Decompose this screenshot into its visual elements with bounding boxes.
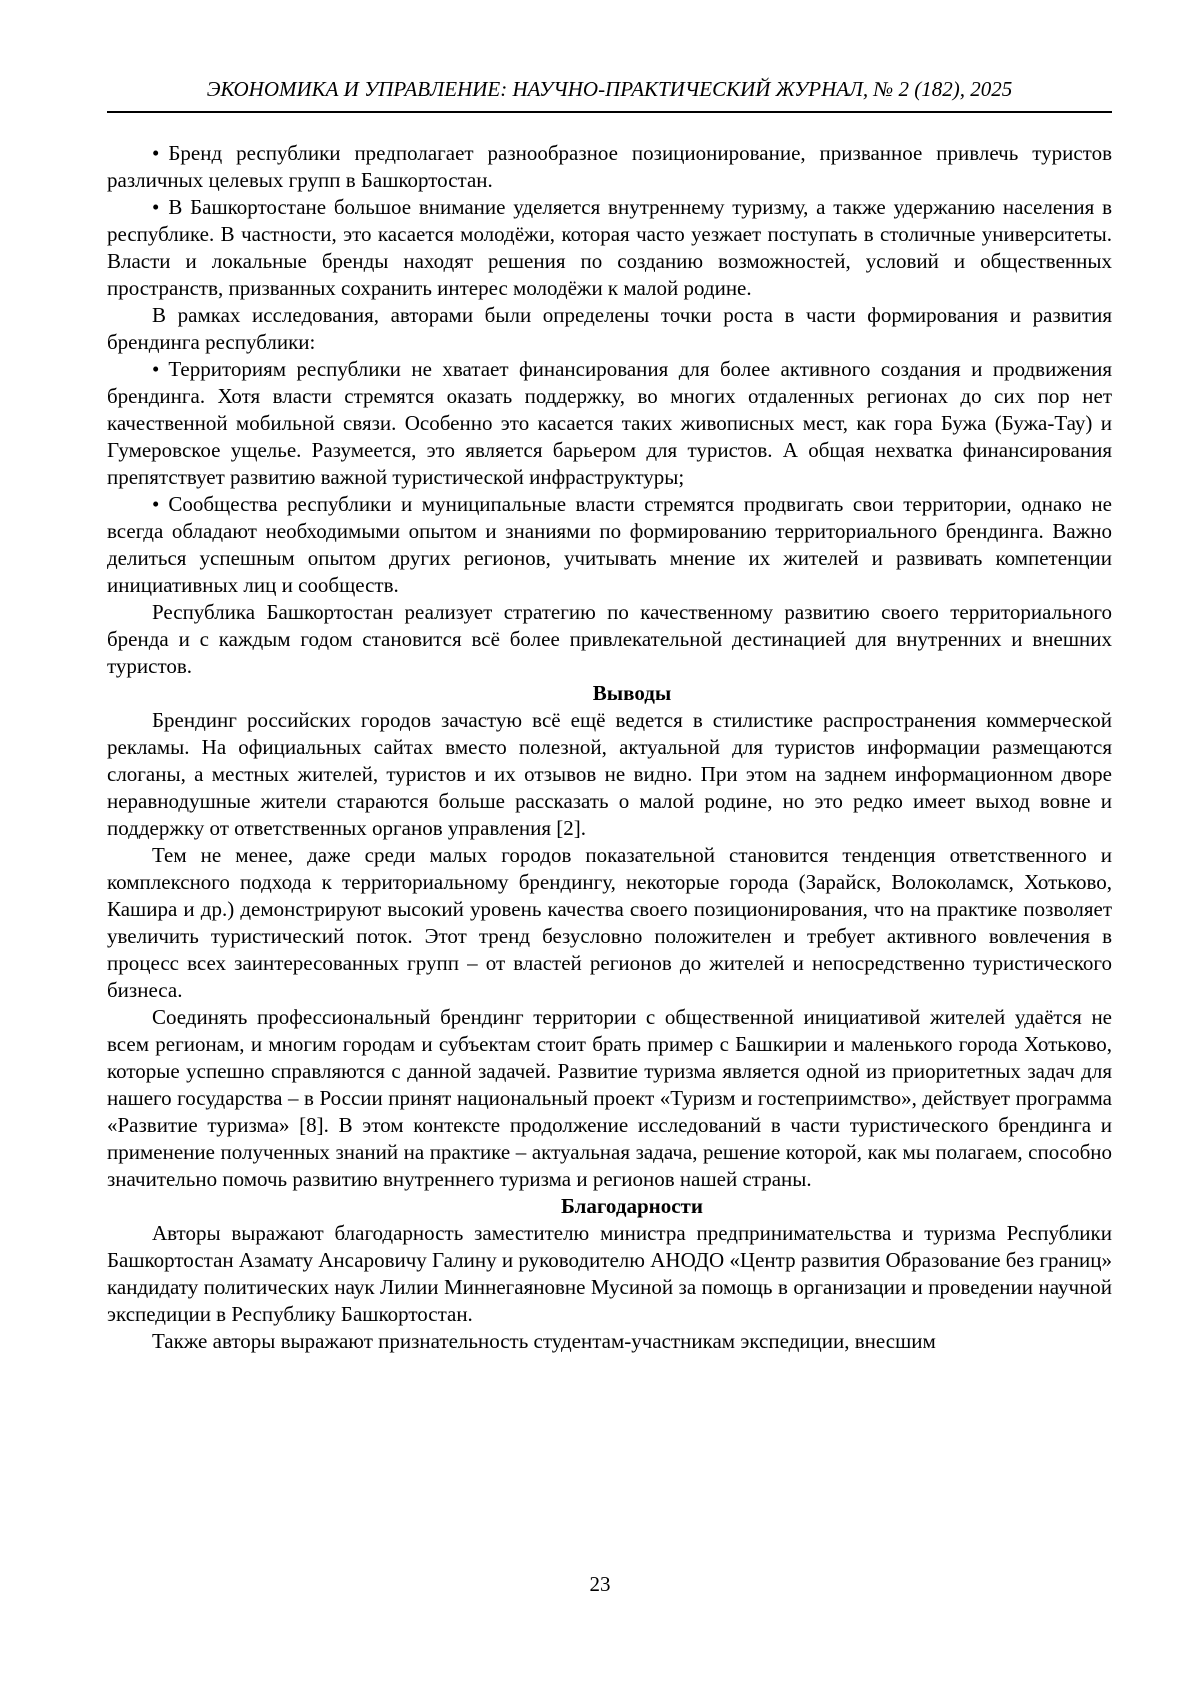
bullet-text: Сообщества республики и муниципальные власти стремятся продвигать свои территории, однако не всегда обладают необходимыми опытом и знаниями по формированию территориального брендинга. Важно делиться успешным опытом других регионов, учитывать мнение их жителей и развивать компетенции инициативных лиц и сообществ. [107, 492, 1112, 597]
section-heading-acknowledgements: Благодарности [561, 1194, 703, 1218]
bullet-icon: • [152, 195, 160, 219]
bullet-icon: • [152, 141, 160, 165]
bullet-item [107, 356, 1112, 491]
page-header [107, 76, 1112, 113]
article-body [107, 140, 1112, 1355]
header-rule [107, 111, 1112, 113]
bullet-text: В Башкортостане большое внимание уделяется внутреннему туризму, а также удержанию населения в республике. В частности, это касается молодёжи, которая часто уезжает поступать в столичные университеты. Власти и локальные бренды находят решения по созданию возможностей, условий и общественных пространств, призванных сохранить интерес молодёжи к малой родине. [107, 195, 1112, 300]
bullet-text: Территориям республики не хватает финансирования для более активного создания и продвижения брендинга. Хотя власти стремятся оказать поддержку, во многих отдаленных регионах до сих пор нет качественной мобильной связи. Особенно это касается таких живописных мест, как гора Бужа (Бужа-Тау) и Гумеровское ущелье. Разумеется, это является барьером для туристов. А общая нехватка финансирования препятствует развитию важной туристической инфраструктуры; [107, 357, 1112, 489]
bullet-item [107, 491, 1112, 599]
body-paragraph: Республика Башкортостан реализует стратегию по качественному развитию своего территориального бренда и с каждым годом становится всё более привлекательной дестинацией для внутренних и внешних туристов. [107, 600, 1112, 678]
bullet-icon: • [152, 357, 160, 381]
page-number: 23 [589, 1572, 611, 1596]
body-paragraph: В рамках исследования, авторами были определены точки роста в части формирования и развития брендинга республики: [107, 303, 1112, 354]
body-paragraph: Брендинг российских городов зачастую всё ещё ведется в стилистике распространения коммерческой рекламы. На официальных сайтах вместо полезной, актуальной для туристов информации размещаются слоганы, а местных жителей, туристов и их отзывов не видно. При этом на заднем информационном дворе неравнодушные жители стараются больше рассказать о малой родине, но это редко имеет выход вовне и поддержку от ответственных органов управления [2]. [107, 708, 1112, 840]
bullet-item [107, 140, 1112, 194]
journal-title: ЭКОНОМИКА И УПРАВЛЕНИЕ: НАУЧНО-ПРАКТИЧЕСКИЙ ЖУРНАЛ, № 2 (182), 2025 [206, 77, 1013, 101]
bullet-item [107, 194, 1112, 302]
body-paragraph: Также авторы выражают признательность студентам-участникам экспедиции, внесшим [152, 1329, 936, 1353]
body-paragraph: Тем не менее, даже среди малых городов показательной становится тенденция ответственного и комплексного подхода к территориальному брендингу, некоторые города (Зарайск, Волоколамск, Хотьково, Кашира и др.) демонстрируют высокий уровень качества своего позиционирования, что на практике позволяет увеличить туристический поток. Этот тренд безусловно положителен и требует активного вовлечения в процесс всех заинтересованных групп – от властей регионов до жителей и непосредственно туристического бизнеса. [107, 843, 1112, 1002]
section-heading-conclusions: Выводы [592, 681, 672, 705]
bullet-icon: • [152, 492, 160, 516]
body-paragraph: Соединять профессиональный брендинг территории с общественной инициативой жителей удаётся не всем регионам, и многим городам и субъектам стоит брать пример с Башкирии и маленького города Хотьково, которые успешно справляются с данной задачей. Развитие туризма является одной из приоритетных задач для нашего государства – в России принят национальный проект «Туризм и гостеприимство», действует программа «Развитие туризма» [8]. В этом контексте продолжение исследований в части туристического брендинга и применение полученных знаний на практике – актуальная задача, решение которой, как мы полагаем, способно значительно помочь развитию внутреннего туризма и регионов нашей страны. [107, 1005, 1112, 1191]
body-paragraph: Авторы выражают благодарность заместителю министра предпринимательства и туризма Республики Башкортостан Азамату Ансаровичу Галину и руководителю АНОДО «Центр развития Образование без границ» кандидату политических наук Лилии Миннегаяновне Мусиной за помощь в организации и проведении научной экспедиции в Республику Башкортостан. [107, 1221, 1112, 1326]
bullet-text: Бренд республики предполагает разнообразное позиционирование, призванное привлечь туристов различных целевых групп в Башкортостан. [107, 141, 1112, 192]
